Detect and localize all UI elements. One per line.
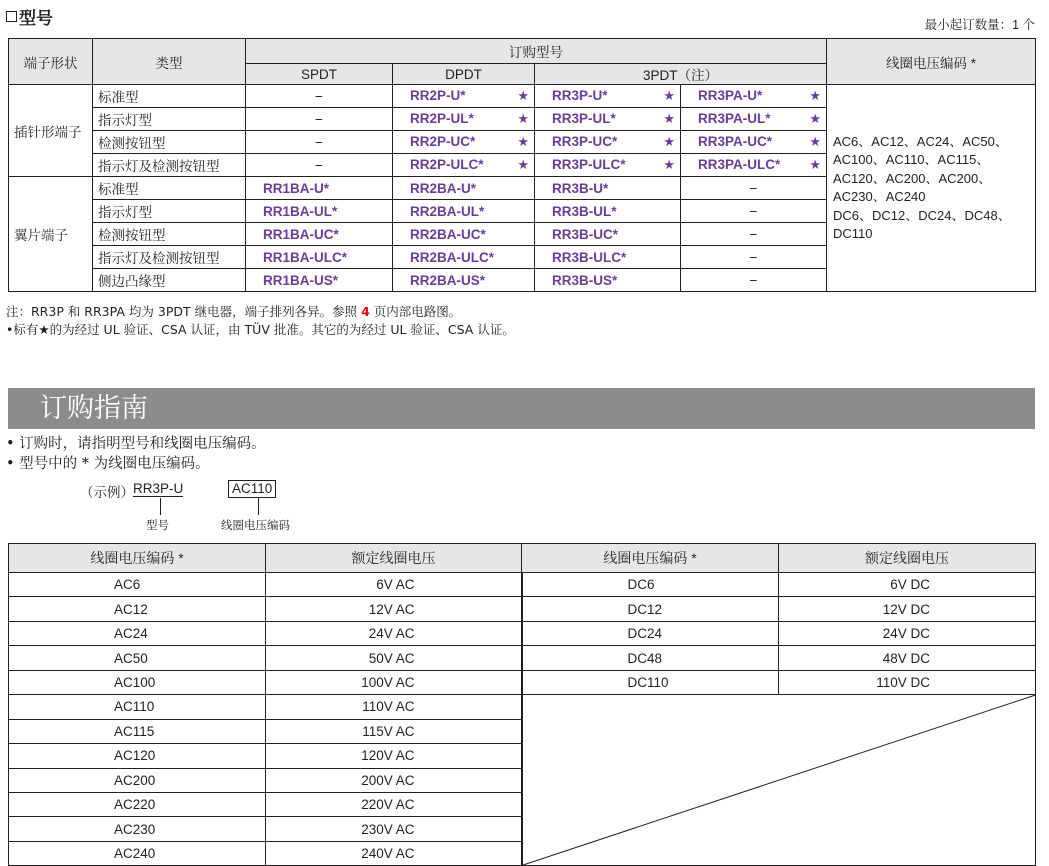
min-order-text: 最小起订数量：1 个 (924, 18, 1035, 32)
ac-rated-cell: 240V AC (266, 841, 522, 865)
square-bullet-icon (6, 11, 17, 22)
coil-voltage-line: AC230、AC240 (833, 189, 926, 204)
ac-rated-cell: 24V AC (266, 621, 522, 645)
ac-rated-cell: 12V AC (266, 597, 522, 621)
star-icon: ★ (809, 111, 821, 126)
model-code: RR2P-U* (410, 88, 466, 103)
star-icon: ★ (663, 134, 675, 149)
star-icon: ★ (809, 134, 821, 149)
example-label-model: 型号 (146, 520, 169, 532)
type-cell: 检测按钮型 (93, 223, 246, 246)
ac-rated-cell: 50V AC (266, 646, 522, 670)
coil-voltage-list (827, 85, 1036, 292)
dc-code-cell: DC6 (522, 573, 779, 597)
3pdt-model-cell: RR3B-US* (535, 269, 681, 292)
model-code: RR3P-UL* (552, 111, 616, 126)
header-terminal-shape: 端子形状 (9, 39, 93, 85)
model-code: RR3PA-UC* (698, 134, 773, 149)
3pdta-model-cell (681, 85, 827, 108)
ac-rated-cell: 115V AC (266, 719, 522, 743)
type-cell: 标准型 (93, 85, 246, 108)
ordering-guide-banner (8, 388, 1035, 429)
star-icon: ★ (517, 88, 529, 103)
diagonal-line (523, 695, 1036, 865)
type-cell: 标准型 (93, 177, 246, 200)
empty-diagonal-cell (522, 695, 1036, 866)
example-prefix: （示例） (80, 485, 134, 500)
3pdt-model-cell (535, 85, 681, 108)
guide-line: • 型号中的 * 为线圈电压编码。 (6, 456, 210, 472)
spdt-model-cell: RR1BA-U* (246, 177, 393, 200)
ac-rated-cell: 230V AC (266, 817, 522, 841)
3pdta-cell: − (681, 200, 827, 223)
model-code: RR3PA-ULC* (698, 157, 781, 172)
spdt-model-cell: RR1BA-US* (246, 269, 393, 292)
header-spdt: SPDT (246, 64, 393, 85)
example-code-box: AC110 (228, 480, 276, 498)
header-dpdt: DPDT (393, 64, 535, 85)
dc-code-cell: DC24 (522, 621, 779, 645)
star-icon: ★ (517, 134, 529, 149)
3pdta-model-cell (681, 108, 827, 131)
note-2: •标有★的为经过 UL 验证、CSA 认证，由 TÜV 批准。其它的为经过 UL 验证、CSA 认证。 (6, 322, 515, 337)
coil-voltage-line: AC6、AC12、AC24、AC50、 (833, 133, 1008, 149)
ac-rated-cell: 6V AC (266, 573, 522, 597)
star-icon: ★ (517, 111, 529, 126)
ac-rated-cell: 120V AC (266, 744, 522, 768)
3pdt-model-cell: RR3B-ULC* (535, 246, 681, 269)
coil-voltage-line: AC100、AC110、AC115、 (833, 152, 990, 167)
coil-voltage-line: DC110 (833, 226, 873, 241)
3pdta-model-cell (681, 154, 827, 177)
voltage-table (8, 543, 1036, 866)
ac-code-cell: AC240 (9, 841, 266, 865)
spdt-cell: − (246, 108, 393, 131)
example-connector-line (160, 498, 161, 515)
3pdt-model-cell: RR3B-U* (535, 177, 681, 200)
dpdt-model-cell (393, 85, 535, 108)
3pdt-model-cell: RR3B-UC* (535, 223, 681, 246)
3pdt-model-cell (535, 154, 681, 177)
model-code: RR3PA-UL* (698, 111, 771, 126)
3pdta-model-cell (681, 131, 827, 154)
dc-rated-cell: 24V DC (779, 621, 1036, 645)
note-1-pre: 注：RR3P 和 RR3PA 均为 3PDT 继电器，端子排列各异。参照 (6, 304, 362, 319)
type-cell: 检测按钮型 (93, 131, 246, 154)
dpdt-model-cell (393, 108, 535, 131)
coil-voltage-line: DC6、DC12、DC24、DC48、 (833, 207, 1011, 223)
header-dc-code: 线圈电压编码 * (522, 544, 779, 573)
dpdt-model-cell: RR2BA-UL* (393, 200, 535, 223)
star-icon: ★ (663, 157, 675, 172)
type-cell: 指示灯型 (93, 200, 246, 223)
3pdta-cell: − (681, 177, 827, 200)
dc-rated-cell: 110V DC (779, 670, 1036, 694)
coil-voltage-line: AC120、AC200、AC200、 (833, 170, 992, 186)
spdt-model-cell: RR1BA-UL* (246, 200, 393, 223)
type-cell: 指示灯及检测按钮型 (93, 246, 246, 269)
model-code: RR2P-UL* (410, 111, 474, 126)
model-code: RR3P-ULC* (552, 157, 626, 172)
dpdt-model-cell: RR2BA-UC* (393, 223, 535, 246)
3pdt-model-cell (535, 131, 681, 154)
ac-code-cell: AC50 (9, 646, 266, 670)
spdt-model-cell: RR1BA-UC* (246, 223, 393, 246)
example-connector-line (258, 498, 259, 515)
ac-code-cell: AC6 (9, 573, 266, 597)
dc-code-cell: DC110 (522, 670, 779, 694)
dc-rated-cell: 12V DC (779, 597, 1036, 621)
model-code: RR3P-U* (552, 88, 608, 103)
model-code: RR2P-UC* (410, 134, 476, 149)
dc-rated-cell: 6V DC (779, 573, 1036, 597)
star-icon: ★ (809, 157, 821, 172)
header-dc-rated: 额定线圈电压 (779, 544, 1036, 573)
note-1 (6, 303, 515, 321)
dpdt-model-cell (393, 131, 535, 154)
header-ac-code: 线圈电压编码 * (9, 544, 266, 573)
type-cell: 指示灯及检测按钮型 (93, 154, 246, 177)
ac-code-cell: AC12 (9, 597, 266, 621)
header-order-model: 订购型号 (246, 39, 827, 64)
dpdt-model-cell: RR2BA-ULC* (393, 246, 535, 269)
models-table (8, 38, 1036, 292)
star-icon: ★ (809, 88, 821, 103)
ac-code-cell: AC120 (9, 744, 266, 768)
ac-code-cell: AC220 (9, 792, 266, 816)
ac-code-cell: AC200 (9, 768, 266, 792)
star-icon: ★ (517, 157, 529, 172)
ac-code-cell: AC115 (9, 719, 266, 743)
guide-instructions (6, 434, 266, 474)
note-1-post: 页内部电路图。 (369, 304, 462, 319)
header-ac-rated: 额定线圈电压 (266, 544, 522, 573)
3pdt-model-cell: RR3B-UL* (535, 200, 681, 223)
section-title (6, 4, 53, 29)
note-1-page: 4 (361, 304, 370, 319)
ac-rated-cell: 100V AC (266, 670, 522, 694)
header-type: 类型 (93, 39, 246, 85)
header-3pdt: 3PDT（注） (535, 64, 827, 85)
spdt-cell: − (246, 131, 393, 154)
ac-code-cell: AC110 (9, 695, 266, 719)
ac-code-cell: AC24 (9, 621, 266, 645)
3pdta-cell: − (681, 246, 827, 269)
3pdt-model-cell (535, 108, 681, 131)
spdt-model-cell: RR1BA-ULC* (246, 246, 393, 269)
ac-rated-cell: 220V AC (266, 792, 522, 816)
3pdta-cell: − (681, 223, 827, 246)
spdt-cell: − (246, 85, 393, 108)
banner-title: 订购指南 (40, 393, 148, 423)
header-coil-code: 线圈电压编码 * (827, 39, 1036, 85)
dc-code-cell: DC12 (522, 597, 779, 621)
guide-line: • 订购时，请指明型号和线圈电压编码。 (6, 436, 266, 452)
notes (6, 303, 515, 339)
type-cell: 指示灯型 (93, 108, 246, 131)
star-icon: ★ (663, 111, 675, 126)
model-code: RR2P-ULC* (410, 157, 484, 172)
dpdt-model-cell: RR2BA-U* (393, 177, 535, 200)
star-icon: ★ (663, 88, 675, 103)
3pdta-cell: − (681, 269, 827, 292)
example-label-code: 线圈电压编码 (221, 520, 290, 532)
type-cell: 侧边凸缘型 (93, 269, 246, 292)
ac-rated-cell: 200V AC (266, 768, 522, 792)
spdt-cell: − (246, 154, 393, 177)
dc-rated-cell: 48V DC (779, 646, 1036, 670)
section-title-text: 型号 (19, 9, 53, 28)
ac-rated-cell: 110V AC (266, 695, 522, 719)
terminal-shape-pin: 插针形端子 (9, 85, 93, 177)
example-model: RR3P-U (133, 481, 184, 496)
dpdt-model-cell: RR2BA-US* (393, 269, 535, 292)
dpdt-model-cell (393, 154, 535, 177)
dc-code-cell: DC48 (522, 646, 779, 670)
ac-code-cell: AC230 (9, 817, 266, 841)
terminal-shape-tab: 翼片端子 (9, 177, 93, 292)
model-code: RR3PA-U* (698, 88, 763, 103)
model-code: RR3P-UC* (552, 134, 618, 149)
ac-code-cell: AC100 (9, 670, 266, 694)
